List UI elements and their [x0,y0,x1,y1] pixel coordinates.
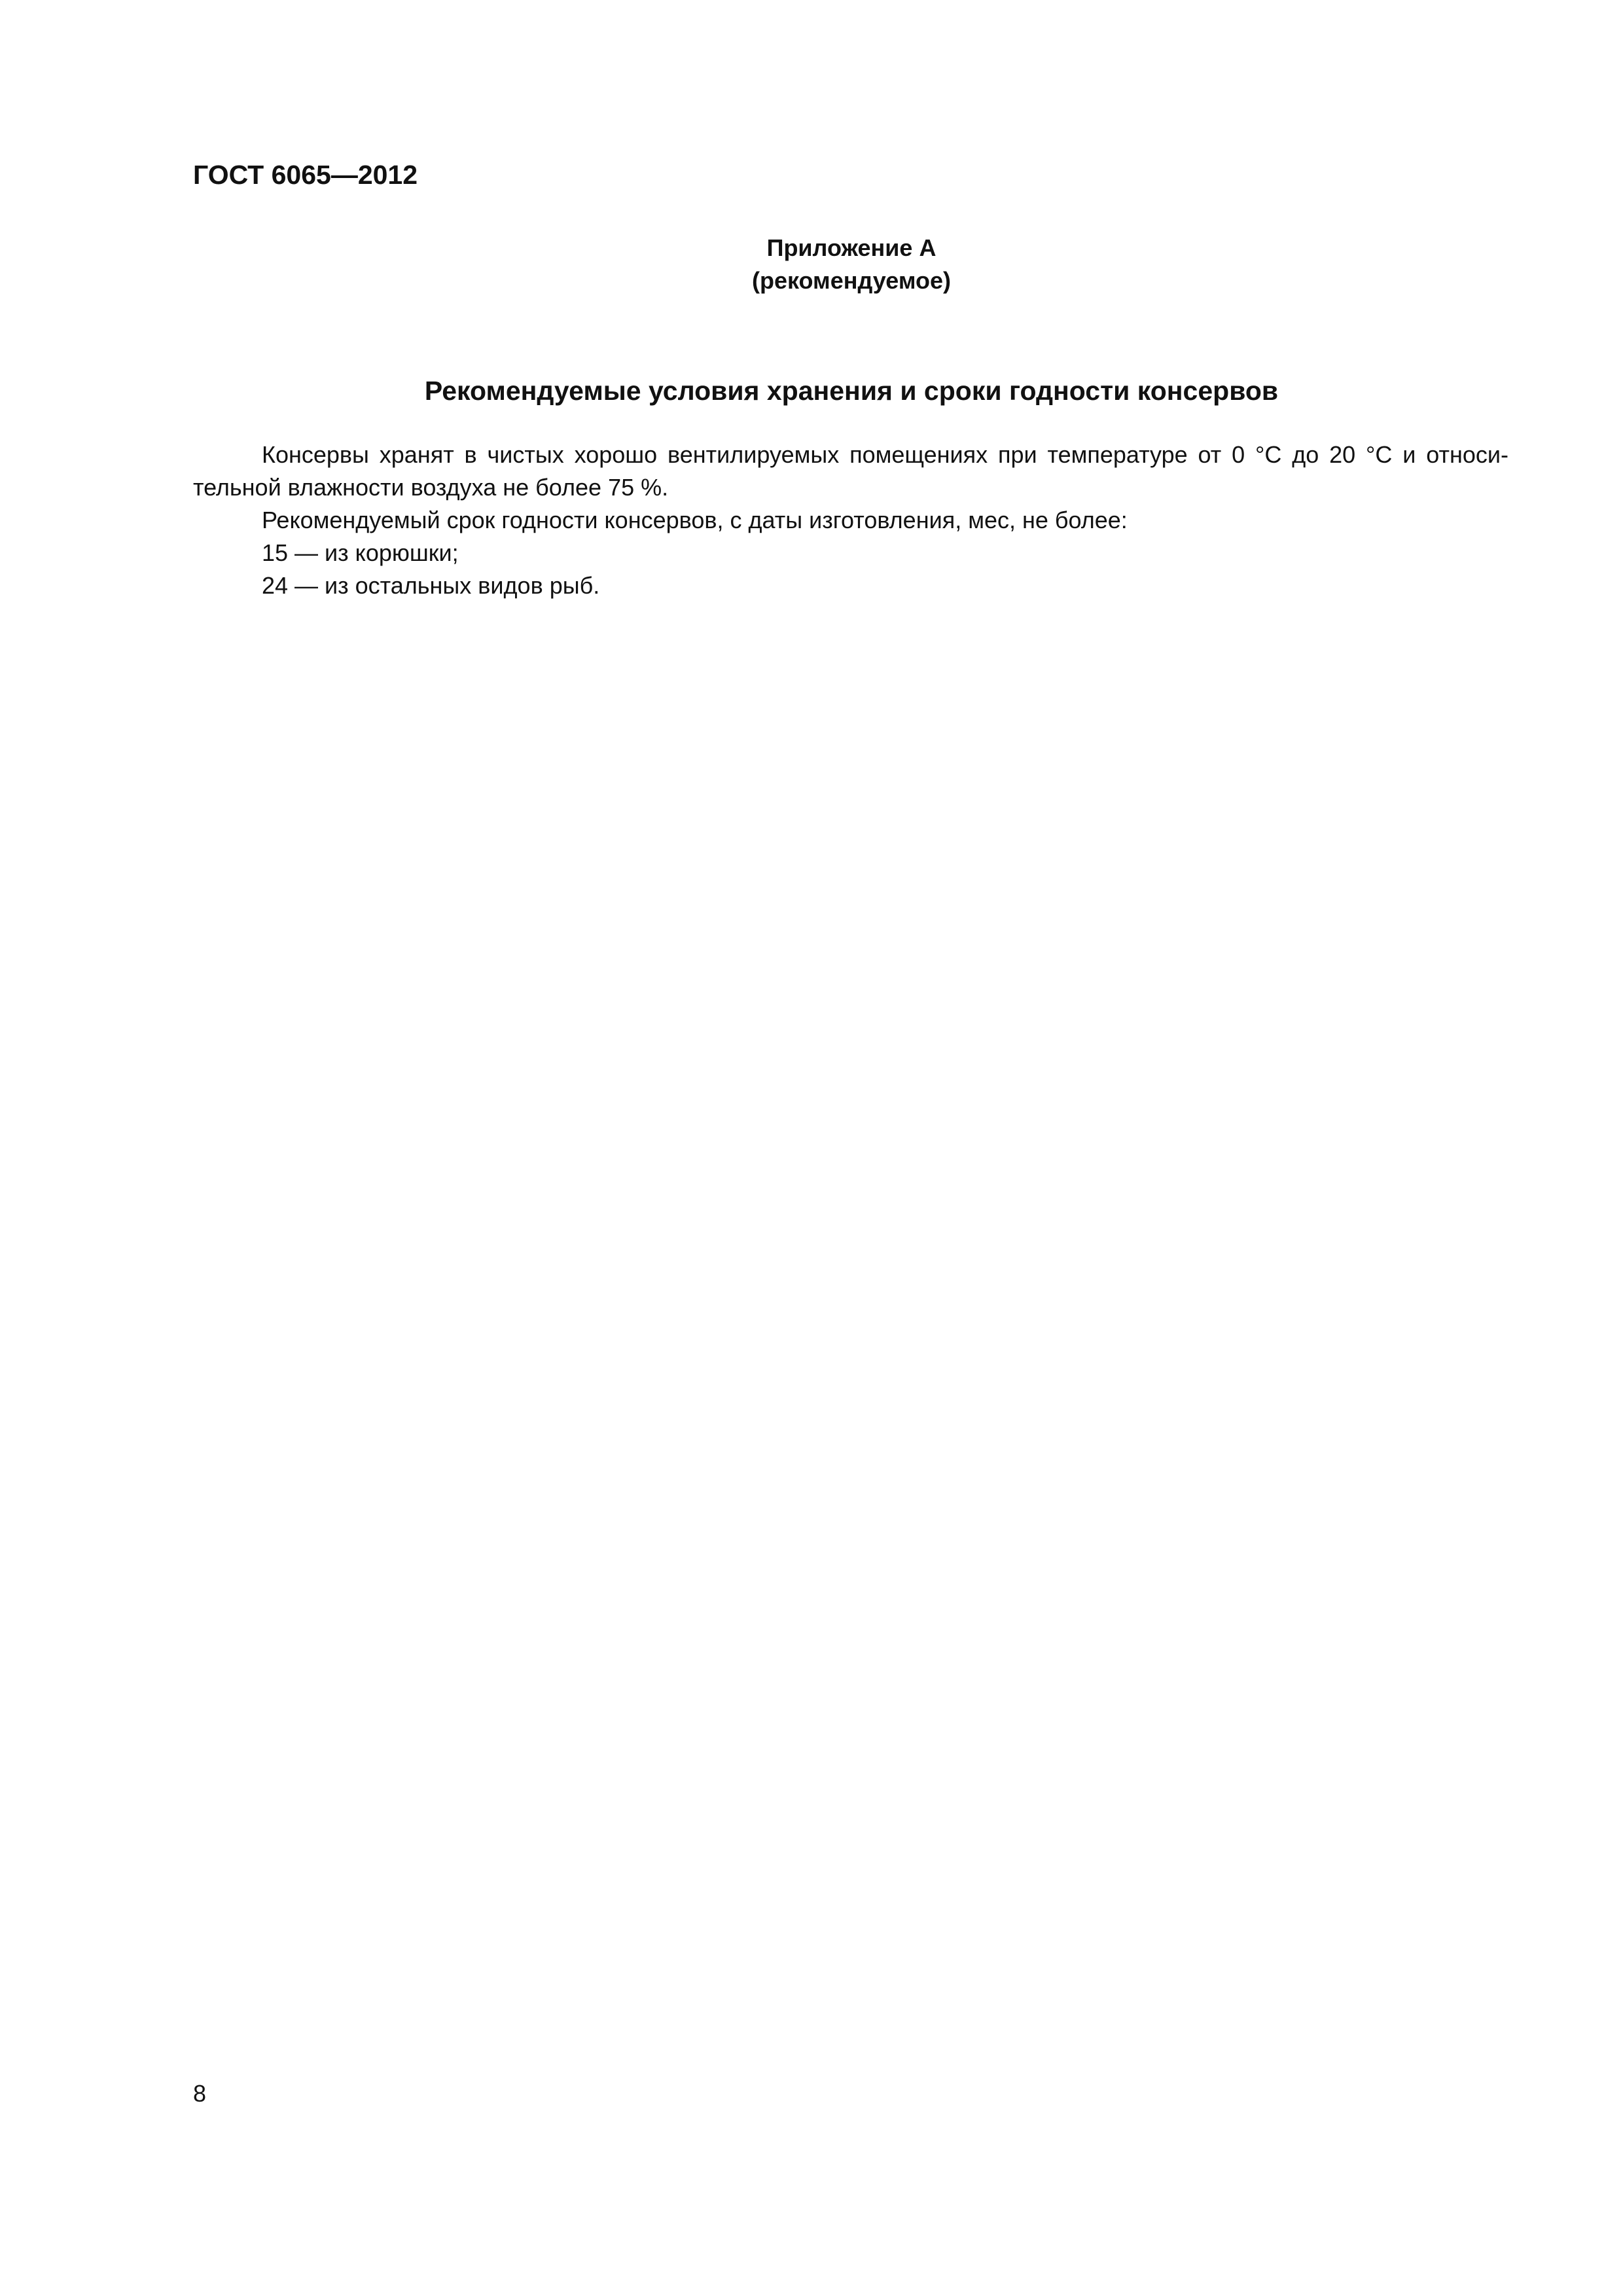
page-number: 8 [193,2080,207,2107]
appendix-status: (рекомендуемое) [752,267,951,294]
list-item-smelt: 15 — из корюшки; [262,539,459,566]
list-item-other-fish: 24 — из остальных видов рыб. [262,572,600,599]
body-text [193,439,1508,602]
appendix-title: Приложение А [766,234,936,261]
paragraph-storage-conditions: Консервы хранят в чистых хорошо вентилируемых помещениях при температуре от 0 °С до 20 °С и относительной влажности воздуха не более 75 %. [193,441,1508,501]
section-title: Рекомендуемые условия хранения и сроки годности консервов [424,376,1279,406]
paragraph-shelf-life: Рекомендуемый срок годности консервов, с даты изготовления, мес, не более: [262,507,1128,533]
document-id: ГОСТ 6065—2012 [193,160,418,190]
